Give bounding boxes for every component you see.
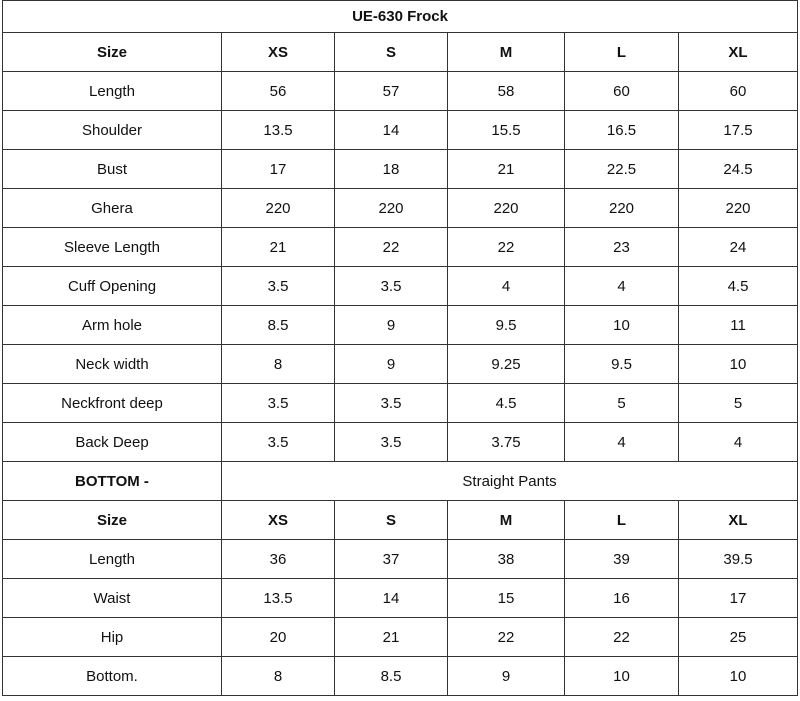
measurement-label: Length: [3, 72, 222, 111]
table-row: [3, 111, 798, 150]
measurement-value: 17: [222, 150, 335, 189]
measurement-label: Sleeve Length: [3, 228, 222, 267]
measurement-label: Waist: [3, 579, 222, 618]
measurement-value: 10: [679, 657, 798, 696]
measurement-value: 15.5: [448, 111, 565, 150]
measurement-value: 4: [565, 423, 679, 462]
table-row: [3, 228, 798, 267]
measurement-value: 4.5: [448, 384, 565, 423]
measurement-label: Length: [3, 540, 222, 579]
measurement-value: 14: [335, 579, 448, 618]
size-column-header: XL: [679, 33, 798, 72]
size-column-header: XS: [222, 501, 335, 540]
size-header-cell: Size: [3, 33, 222, 72]
measurement-value: 60: [565, 72, 679, 111]
measurement-value: 3.5: [222, 384, 335, 423]
measurement-value: 8: [222, 657, 335, 696]
measurement-value: 16: [565, 579, 679, 618]
measurement-value: 21: [448, 150, 565, 189]
measurement-value: 38: [448, 540, 565, 579]
measurement-value: 21: [335, 618, 448, 657]
measurement-value: 39: [565, 540, 679, 579]
measurement-value: 10: [565, 657, 679, 696]
measurement-value: 3.75: [448, 423, 565, 462]
size-column-header: XL: [679, 501, 798, 540]
measurement-value: 11: [679, 306, 798, 345]
measurement-value: 9.5: [448, 306, 565, 345]
measurement-value: 16.5: [565, 111, 679, 150]
top-header-row: [3, 33, 798, 72]
measurement-label: Ghera: [3, 189, 222, 228]
bottom-section-label: BOTTOM -: [3, 462, 222, 501]
table-row: [3, 189, 798, 228]
size-chart-body: [3, 1, 798, 696]
measurement-value: 4: [679, 423, 798, 462]
size-column-header: S: [335, 33, 448, 72]
chart-title: UE-630 Frock: [3, 1, 798, 33]
measurement-value: 3.5: [222, 423, 335, 462]
measurement-value: 9.25: [448, 345, 565, 384]
measurement-value: 8.5: [222, 306, 335, 345]
measurement-value: 60: [679, 72, 798, 111]
measurement-value: 10: [679, 345, 798, 384]
measurement-value: 39.5: [679, 540, 798, 579]
measurement-label: Shoulder: [3, 111, 222, 150]
title-row: [3, 1, 798, 33]
measurement-value: 5: [679, 384, 798, 423]
table-row: [3, 384, 798, 423]
size-column-header: S: [335, 501, 448, 540]
measurement-label: Back Deep: [3, 423, 222, 462]
bottom-header-row: [3, 501, 798, 540]
measurement-value: 22: [565, 618, 679, 657]
table-row: [3, 345, 798, 384]
bottom-section-row: [3, 462, 798, 501]
measurement-value: 220: [448, 189, 565, 228]
bottom-style-name: Straight Pants: [222, 462, 798, 501]
size-column-header: M: [448, 501, 565, 540]
measurement-value: 3.5: [335, 267, 448, 306]
measurement-value: 9: [448, 657, 565, 696]
measurement-value: 37: [335, 540, 448, 579]
measurement-label: Cuff Opening: [3, 267, 222, 306]
measurement-value: 57: [335, 72, 448, 111]
measurement-value: 22: [335, 228, 448, 267]
measurement-value: 3.5: [335, 384, 448, 423]
measurement-value: 36: [222, 540, 335, 579]
measurement-label: Arm hole: [3, 306, 222, 345]
measurement-value: 56: [222, 72, 335, 111]
size-column-header: M: [448, 33, 565, 72]
measurement-value: 220: [565, 189, 679, 228]
measurement-value: 5: [565, 384, 679, 423]
size-column-header: XS: [222, 33, 335, 72]
size-header-cell: Size: [3, 501, 222, 540]
measurement-value: 23: [565, 228, 679, 267]
size-chart-table: [2, 0, 798, 696]
measurement-value: 20: [222, 618, 335, 657]
measurement-value: 9: [335, 306, 448, 345]
measurement-label: Bust: [3, 150, 222, 189]
table-row: [3, 150, 798, 189]
size-column-header: L: [565, 501, 679, 540]
measurement-value: 22: [448, 228, 565, 267]
measurement-value: 3.5: [222, 267, 335, 306]
measurement-value: 17.5: [679, 111, 798, 150]
table-row: [3, 579, 798, 618]
size-column-header: L: [565, 33, 679, 72]
measurement-value: 10: [565, 306, 679, 345]
measurement-value: 8: [222, 345, 335, 384]
measurement-value: 4: [448, 267, 565, 306]
table-row: [3, 618, 798, 657]
measurement-value: 9: [335, 345, 448, 384]
measurement-value: 13.5: [222, 111, 335, 150]
table-row: [3, 540, 798, 579]
measurement-value: 4.5: [679, 267, 798, 306]
measurement-value: 4: [565, 267, 679, 306]
measurement-value: 220: [222, 189, 335, 228]
measurement-label: Neckfront deep: [3, 384, 222, 423]
measurement-value: 24: [679, 228, 798, 267]
measurement-value: 17: [679, 579, 798, 618]
measurement-value: 220: [679, 189, 798, 228]
measurement-value: 13.5: [222, 579, 335, 618]
measurement-value: 22: [448, 618, 565, 657]
table-row: [3, 657, 798, 696]
measurement-value: 18: [335, 150, 448, 189]
table-row: [3, 72, 798, 111]
table-row: [3, 306, 798, 345]
measurement-value: 8.5: [335, 657, 448, 696]
measurement-label: Neck width: [3, 345, 222, 384]
measurement-value: 9.5: [565, 345, 679, 384]
measurement-value: 21: [222, 228, 335, 267]
measurement-label: Bottom.: [3, 657, 222, 696]
measurement-value: 58: [448, 72, 565, 111]
measurement-value: 24.5: [679, 150, 798, 189]
measurement-value: 22.5: [565, 150, 679, 189]
measurement-value: 25: [679, 618, 798, 657]
table-row: [3, 267, 798, 306]
measurement-value: 14: [335, 111, 448, 150]
table-row: [3, 423, 798, 462]
measurement-value: 220: [335, 189, 448, 228]
measurement-value: 3.5: [335, 423, 448, 462]
measurement-value: 15: [448, 579, 565, 618]
measurement-label: Hip: [3, 618, 222, 657]
